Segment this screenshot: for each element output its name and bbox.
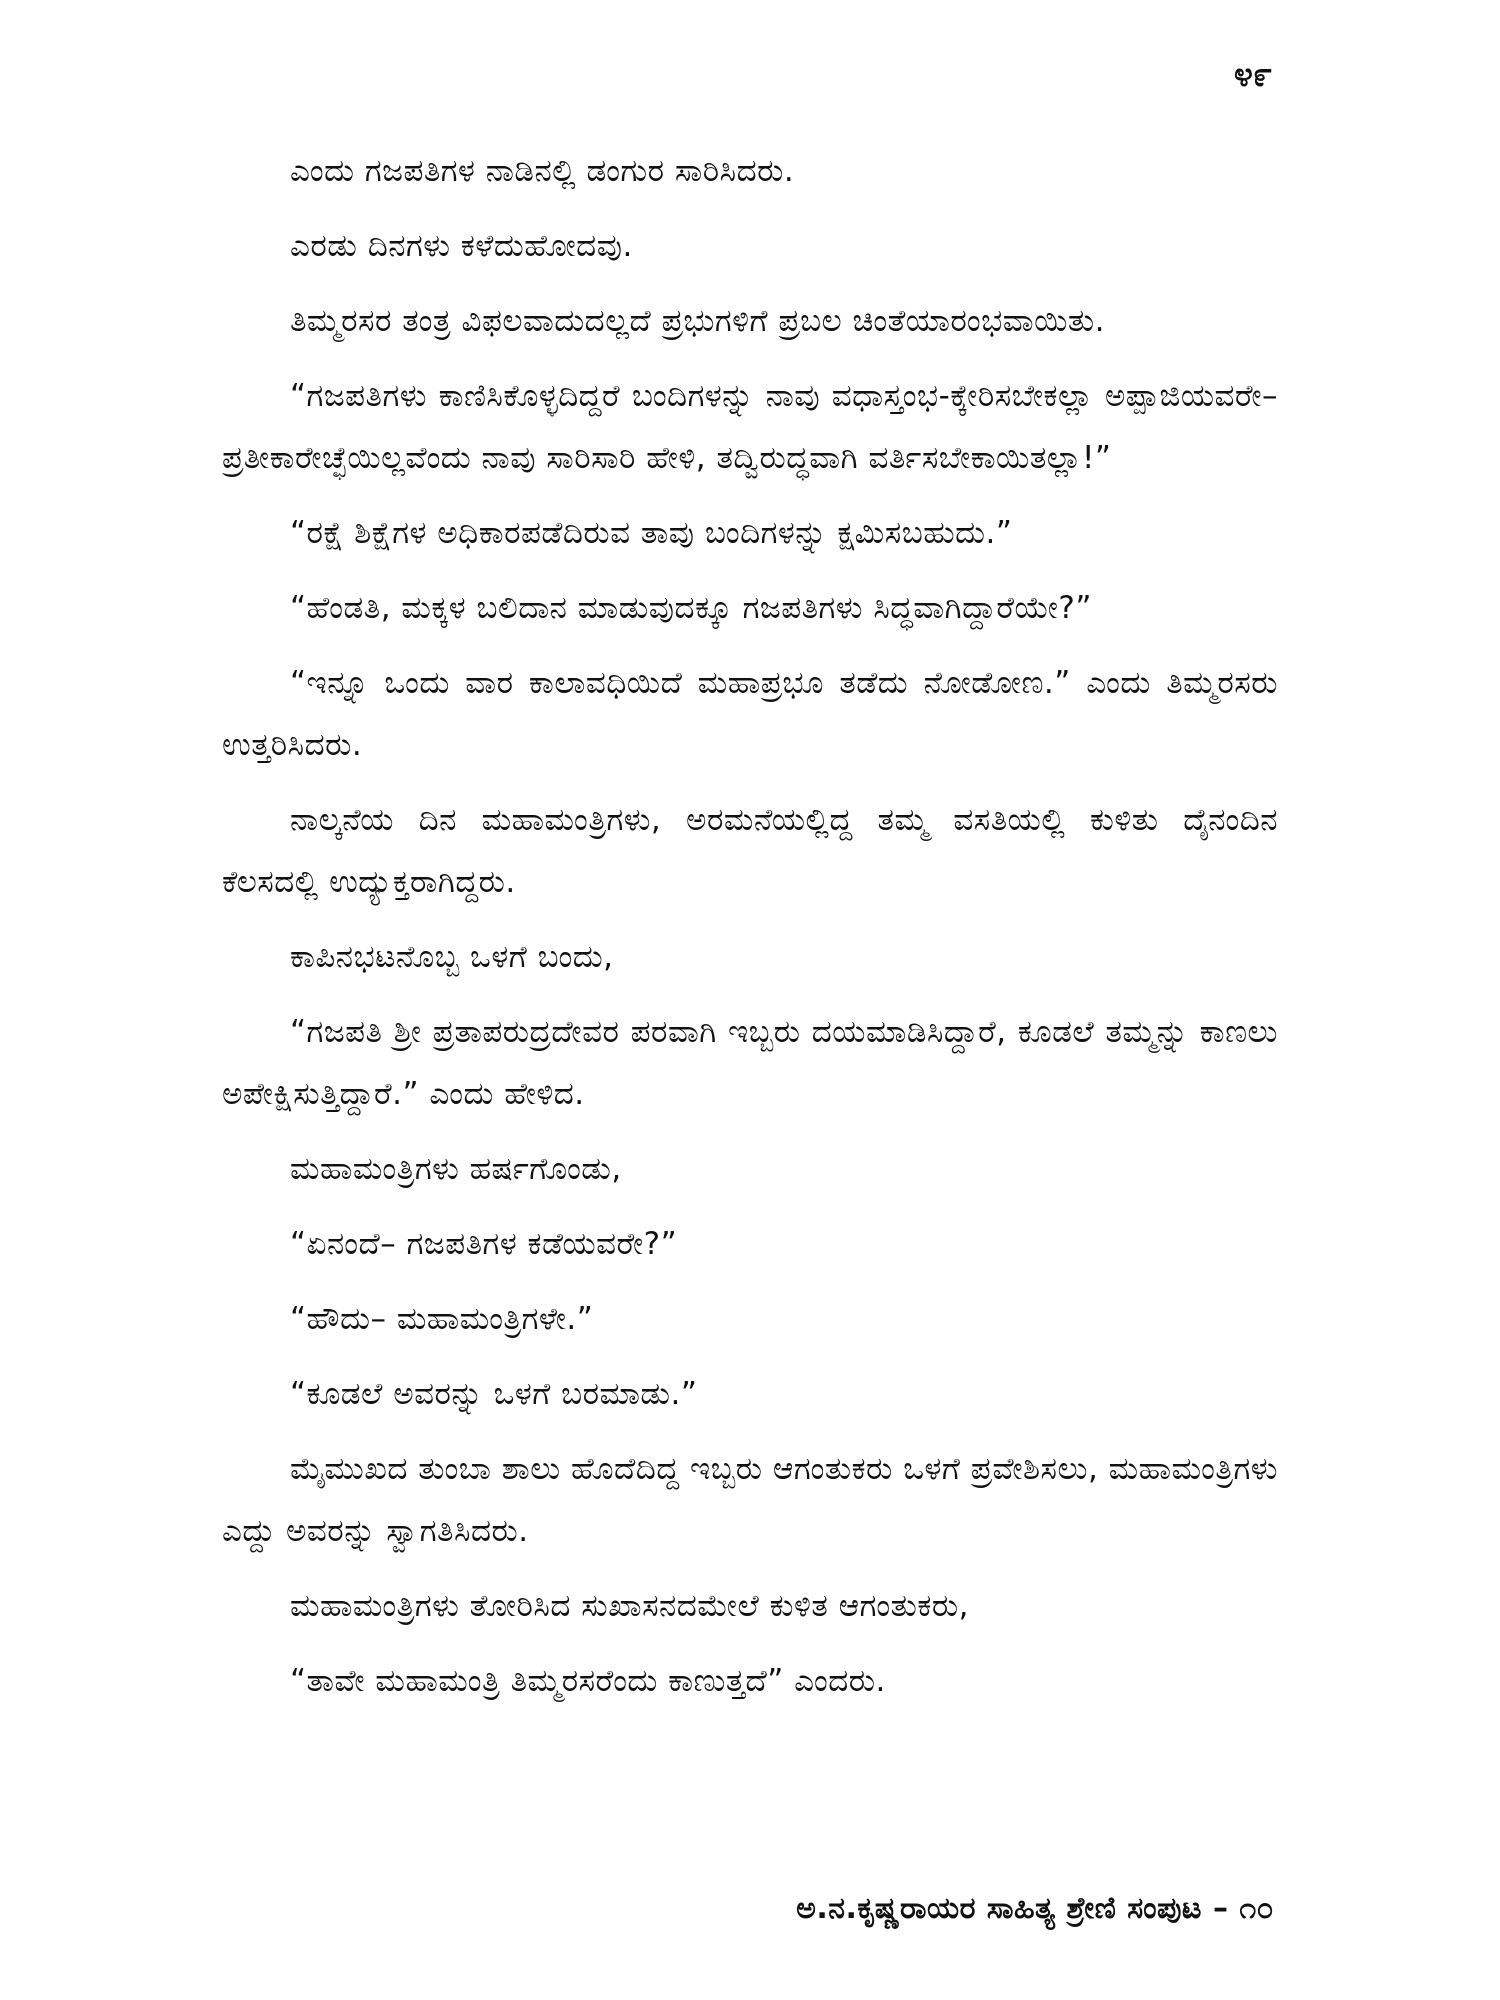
paragraph: ಎಂದು ಗಜಪತಿಗಳ ನಾಡಿನಲ್ಲಿ ಡಂಗುರ ಸಾರಿಸಿದರು. xyxy=(290,153,795,189)
paragraph: ತಿಮ್ಮರಸರ ತಂತ್ರ ವಿಫಲವಾದುದಲ್ಲದೆ ಪ್ರಭುಗಳಿಗೆ ಪ್ರಬಲ ಚಿಂತೆಯಾರಂಭವಾಯಿತು. xyxy=(290,303,1106,339)
paragraph: ಎರಡು ದಿನಗಳು ಕಳೆದುಹೋದವು. xyxy=(290,228,633,264)
paragraph: ಮೈಮುಖದ ತುಂಬಾ ಶಾಲು ಹೊದೆದಿದ್ದ ಇಬ್ಬರು ಆಗಂತುಕರು ಒಳಗೆ ಪ್ರವೇಶಿಸಲು, ಮಹಾಮಂತ್ರಿಗಳು ಎದ್ದು ಅವರನ್ನು ಸ್ವಾಗತಿಸಿದರು. xyxy=(222,1451,1278,1549)
paragraph: “ಕೂಡಲೆ ಅವರನ್ನು ಒಳಗೆ ಬರಮಾಡು.” xyxy=(290,1376,698,1412)
paragraph: ಮಹಾಮಂತ್ರಿಗಳು ತೋರಿಸಿದ ಸುಖಾಸನದಮೇಲೆ ಕುಳಿತ ಆಗಂತುಕರು, xyxy=(290,1588,969,1624)
page-number: ೪೯ xyxy=(1233,55,1272,95)
paragraph: ಮಹಾಮಂತ್ರಿಗಳು ಹರ್ಷಗೊಂಡು, xyxy=(290,1151,622,1187)
paragraph: ನಾಲ್ಕನೆಯ ದಿನ ಮಹಾಮಂತ್ರಿಗಳು, ಅರಮನೆಯಲ್ಲಿದ್ದ ತಮ್ಮ ವಸತಿಯಲ್ಲಿ ಕುಳಿತು ದೈನಂದಿನ ಕೆಲಸದಲ್ಲಿ ಉದ್ಯುಕ್ತರಾಗಿದ್ದರು. xyxy=(222,802,1278,900)
paragraph: ಕಾಪಿನಭಟನೊಬ್ಬ ಒಳಗೆ ಬಂದು, xyxy=(290,939,614,975)
running-footer: ಅ.ನ.ಕೃಷ್ಣರಾಯರ ಸಾಹಿತ್ಯ ಶ್ರೇಣಿ ಸಂಪುಟ – ೧೦ xyxy=(796,1891,1274,1926)
paragraph: “ಹೆಂಡತಿ, ಮಕ್ಕಳ ಬಲಿದಾನ ಮಾಡುವುದಕ್ಕೂ ಗಜಪತಿಗಳು ಸಿದ್ಧವಾಗಿದ್ದಾರೆಯೇ?” xyxy=(290,590,1092,626)
paragraph: “ರಕ್ಷೆ ಶಿಕ್ಷೆಗಳ ಅಧಿಕಾರಪಡೆದಿರುವ ತಾವು ಬಂದಿಗಳನ್ನು ಕ್ಷಮಿಸಬಹುದು.” xyxy=(290,515,1013,551)
paragraph: “ತಾವೇ ಮಹಾಮಂತ್ರಿ ತಿಮ್ಮರಸರೆಂದು ಕಾಣುತ್ತದೆ” ಎಂದರು. xyxy=(290,1663,886,1699)
body-text xyxy=(222,140,1278,1725)
paragraph: “ಇನ್ನೂ ಒಂದು ವಾರ ಕಾಲಾವಧಿಯಿದೆ ಮಹಾಪ್ರಭೂ ತಡೆದು ನೋಡೋಣ.” ಎಂದು ತಿಮ್ಮರಸರು ಉತ್ತರಿಸಿದರು. xyxy=(222,665,1278,763)
paragraph: “ಗಜಪತಿ ಶ್ರೀ ಪ್ರತಾಪರುದ್ರದೇವರ ಪರವಾಗಿ ಇಬ್ಬರು ದಯಮಾಡಿಸಿದ್ದಾರೆ, ಕೂಡಲೆ ತಮ್ಮನ್ನು ಕಾಣಲು ಅಪೇಕ್ಷಿಸುತ್ತಿದ್ದಾರೆ.” ಎಂದು ಹೇಳಿದ. xyxy=(222,1014,1278,1112)
paragraph: “ಏನಂದೆ– ಗಜಪತಿಗಳ ಕಡೆಯವರೇ?” xyxy=(290,1226,678,1262)
paragraph: “ಹೌದು– ಮಹಾಮಂತ್ರಿಗಳೇ.” xyxy=(290,1301,594,1337)
paragraph: “ಗಜಪತಿಗಳು ಕಾಣಿಸಿಕೊಳ್ಳದಿದ್ದರೆ ಬಂದಿಗಳನ್ನು ನಾವು ವಧಾಸ್ತಂಭ-ಕ್ಕೇರಿಸಬೇಕಲ್ಲಾ ಅಪ್ಪಾಜಿಯವರೇ– ಪ್ರತೀಕಾರೇಚ್ಛೆಯಿಲ್ಲವೆಂದು ನಾವು ಸಾರಿಸಾರಿ ಹೇಳಿ, ತದ್ವಿರುದ್ಧವಾಗಿ ವರ್ತಿಸಬೇಕಾಯಿತಲ್ಲಾ!” xyxy=(222,378,1278,476)
